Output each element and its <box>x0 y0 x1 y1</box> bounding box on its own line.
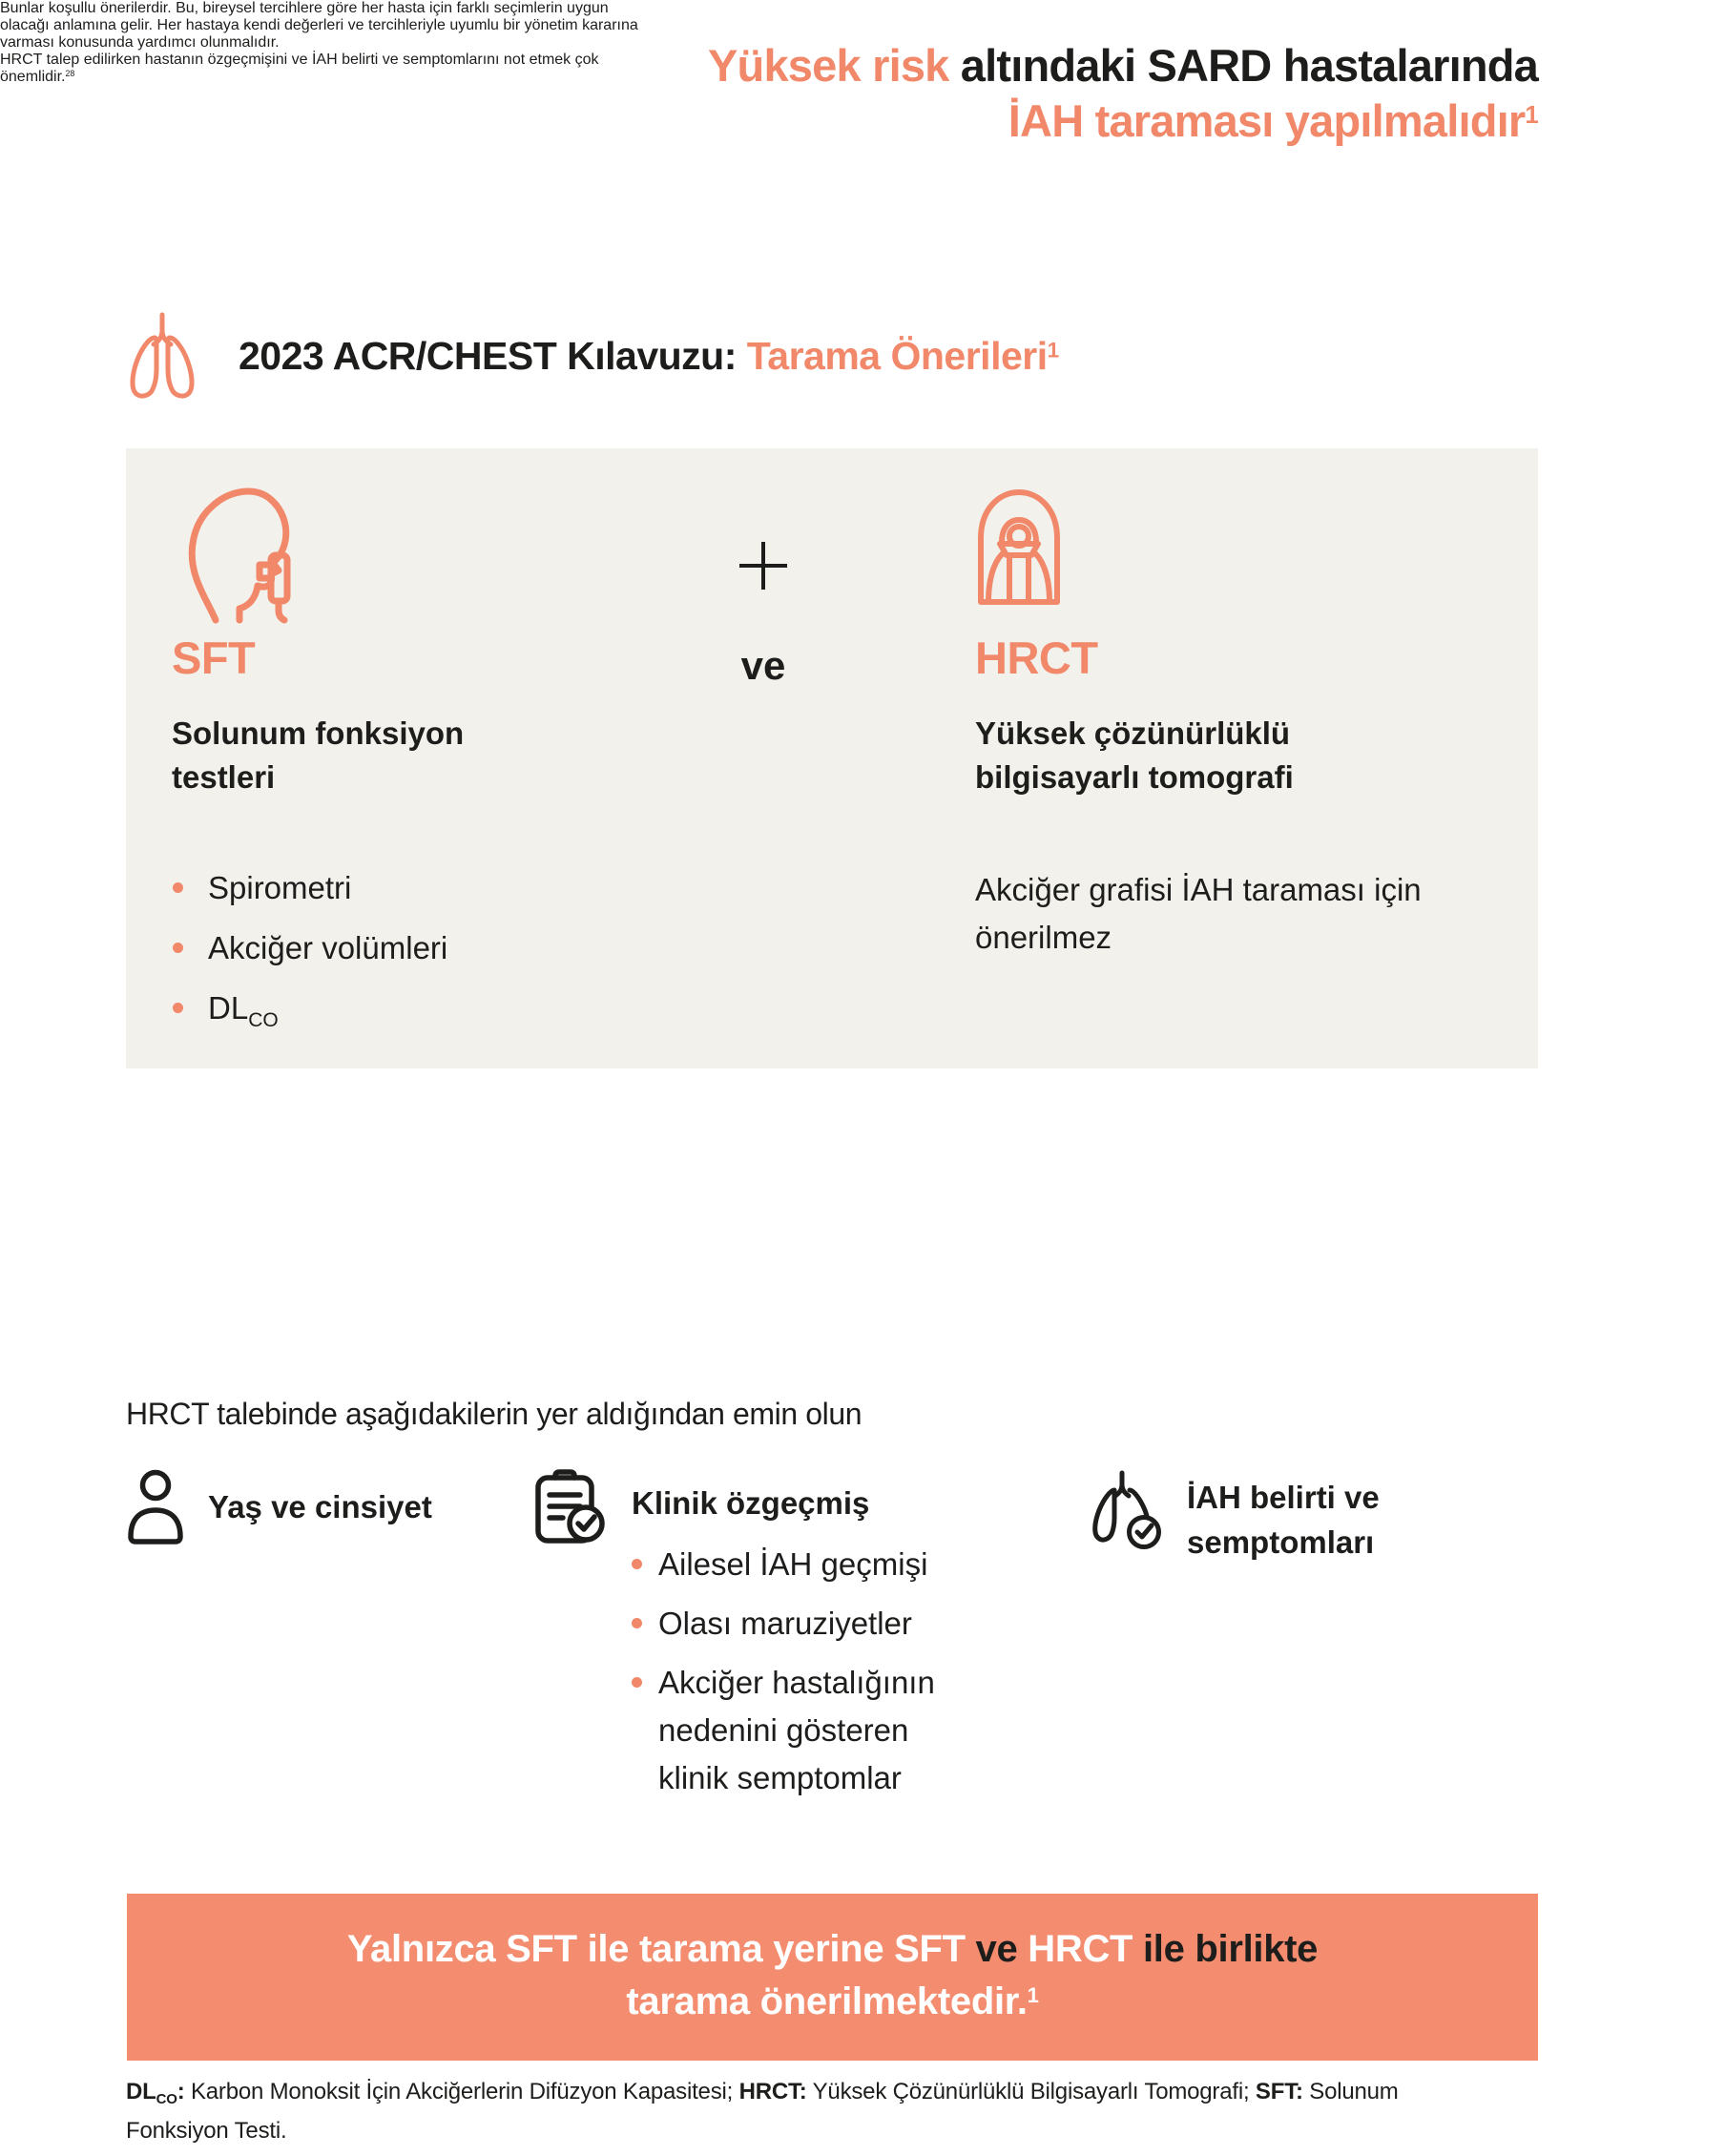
clinical-bullet-item <box>632 1659 935 1802</box>
clinical-bullet-item <box>632 1600 935 1648</box>
clinical-column <box>534 1469 935 1814</box>
breath-test-icon <box>172 477 296 625</box>
banner-superscript: 1 <box>1027 1982 1039 2007</box>
sft-bullet-item-dlco <box>172 986 447 1043</box>
banner-dark-text: ile birlikte <box>1133 1928 1319 1970</box>
guideline-superscript: 1 <box>1047 338 1059 363</box>
footnote-sft-text: Solunum <box>1302 2079 1399 2104</box>
bullet-label: Akciğer volümleri <box>208 930 448 965</box>
clinical-bullet-item <box>632 1541 935 1588</box>
banner-line-1 <box>127 1923 1538 1976</box>
symptoms-label-line-1: İAH belirti ve <box>1187 1480 1380 1515</box>
bullet-dot <box>173 1003 183 1013</box>
banner-white-text: Yalnızca SFT ile tarama yerine SFT <box>346 1928 966 1970</box>
recommendation-banner <box>127 1894 1538 2061</box>
important-line-1: HRCT talep edilirken hastanın özgeçmişini ve İAH belirti ve semptomlarını not etmek çok <box>0 52 599 68</box>
hrct-note-line-1: Akciğer grafisi İAH taraması için <box>975 872 1422 907</box>
clinical-column-body <box>632 1469 935 1814</box>
important-superscript: 28 <box>65 69 75 79</box>
title-line-2 <box>708 93 1538 149</box>
age-label: Yaş ve cinsiyet <box>208 1489 432 1524</box>
title-highlight: Yüksek risk <box>708 40 949 91</box>
clipboard-check-icon <box>534 1469 609 1549</box>
footnote-hrct-abbr: HRCT: <box>738 2079 807 2104</box>
sft-bullet-item <box>172 926 447 970</box>
banner-white-text: HRCT <box>1028 1928 1133 1970</box>
footnote-sft-abbr: SFT: <box>1255 2079 1303 2104</box>
title-line-1 <box>708 38 1538 93</box>
sft-bullet-list <box>172 866 447 1059</box>
title-rest: altındaki SARD hastalarında <box>948 40 1538 91</box>
footnote-dl-colon: : <box>177 2079 185 2104</box>
clinical-label: Klinik özgeçmiş <box>632 1485 870 1521</box>
hrct-request-checklist <box>126 1469 1614 1803</box>
dlco-base: DL <box>208 990 249 1026</box>
page-title <box>708 38 1538 149</box>
bullet-line: Akciğer hastalığının <box>658 1665 935 1700</box>
important-line-2-text: önemlidir. <box>0 69 66 85</box>
symptoms-label <box>1187 1475 1380 1565</box>
sft-bullet-item <box>172 866 447 910</box>
bullet-line: klinik semptomlar <box>658 1760 902 1795</box>
bullet-dot <box>632 1618 642 1628</box>
bullet-dot <box>632 1677 642 1688</box>
banner-line-2 <box>127 1976 1538 2028</box>
guideline-prefix: 2023 ACR/CHEST Kılavuzu: <box>239 333 747 378</box>
bullet-label: Ailesel İAH geçmişi <box>658 1546 928 1582</box>
title-superscript: 1 <box>1525 101 1538 129</box>
guideline-text <box>239 334 1059 379</box>
clinical-bullet-list <box>632 1541 935 1802</box>
title-line-2-text: İAH taraması yapılmalıdır <box>1008 95 1526 146</box>
sft-title <box>172 712 464 799</box>
hrct-title-line-2: bilgisayarlı tomografi <box>975 759 1294 795</box>
symptoms-column <box>1088 1469 1380 1565</box>
conditional-line-2: olacağı anlamına gelir. Her hastaya kendi değerleri ve tercihleriyle uyumlu bir yönetim kararına <box>0 17 638 33</box>
footnote-hrct-text: Yüksek Çözünürlüklü Bilgisayarlı Tomografi; <box>806 2079 1256 2104</box>
and-label: ve <box>740 643 786 688</box>
banner-white-text: tarama önerilmektedir. <box>626 1980 1028 2022</box>
sft-title-line-2: testleri <box>172 759 276 795</box>
footnote-line-1 <box>126 2076 1399 2115</box>
hrct-note <box>975 866 1422 962</box>
sft-abbr: SFT <box>172 632 256 683</box>
bullet-label: Olası maruziyetler <box>658 1606 912 1641</box>
age-column <box>126 1469 432 1545</box>
symptoms-label-line-2: semptomları <box>1187 1524 1375 1560</box>
footnote <box>126 2076 1399 2146</box>
footnote-line-2: Fonksiyon Testi. <box>126 2118 287 2144</box>
guideline-heading <box>124 311 1059 401</box>
bullet-dot <box>173 943 183 953</box>
bullet-line: nedenini gösteren <box>658 1712 909 1748</box>
sft-title-line-1: Solunum fonksiyon <box>172 715 465 751</box>
bullet-label-multiline <box>658 1659 935 1802</box>
person-icon <box>126 1469 185 1545</box>
bullet-dot <box>632 1559 642 1569</box>
lungs-icon <box>124 311 200 401</box>
lungs-check-icon <box>1088 1469 1164 1551</box>
hrct-title-line-1: Yüksek çözünürlüklü <box>975 715 1291 751</box>
conditional-line-3: varması konusunda yardımcı olunmalıdır. <box>0 34 280 51</box>
ct-scanner-icon <box>975 485 1063 605</box>
guideline-accent: Tarama Önerileri <box>746 333 1048 378</box>
ensure-line: HRCT talebinde aşağıdakilerin yer aldığından emin olun <box>126 1397 862 1431</box>
bullet-label: Spirometri <box>208 870 352 905</box>
hrct-title <box>975 712 1294 799</box>
bullet-dot <box>173 882 183 893</box>
recommendation-box <box>126 448 1538 1068</box>
banner-dark-text: ve <box>965 1928 1029 1970</box>
footnote-dl-abbr: DL <box>126 2079 156 2104</box>
bullet-label <box>208 986 279 1043</box>
hrct-abbr: HRCT <box>975 632 1098 683</box>
plus-icon <box>737 539 790 592</box>
hrct-note-line-2: önerilmez <box>975 920 1112 955</box>
dlco-subscript: CO <box>248 1009 279 1031</box>
footnote-dl-subscript: CO <box>156 2091 177 2107</box>
footnote-dl-text: Karbon Monoksit İçin Akciğerlerin Difüzyon Kapasitesi; <box>184 2079 739 2104</box>
conditional-line-1: Bunlar koşullu önerilerdir. Bu, bireysel tercihlere göre her hasta için farklı seçimlerin uygun <box>0 0 609 16</box>
